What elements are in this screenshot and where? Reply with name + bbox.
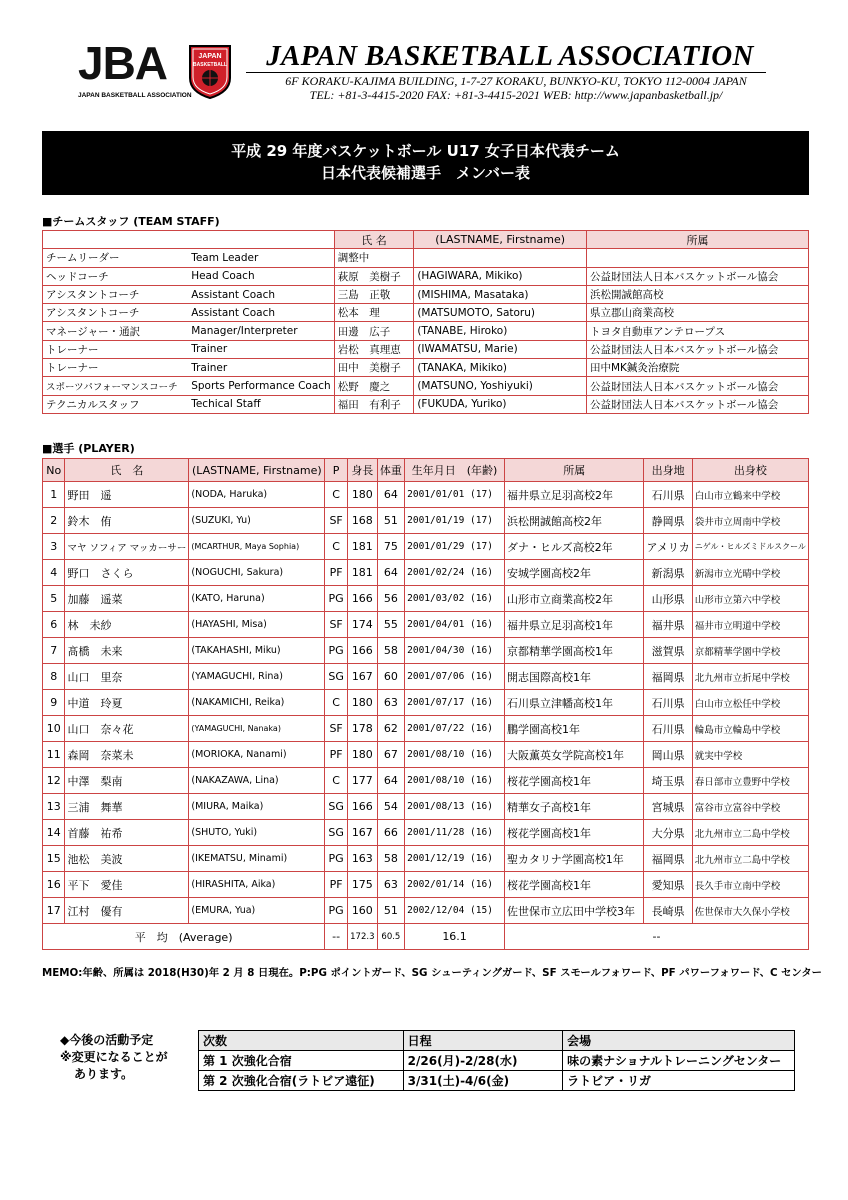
player-header-height: 身長 [347,459,377,482]
staff-role-jp: アシスタントコーチ [43,285,189,303]
staff-name: 調整中 [334,249,414,267]
staff-name: 田邊 広子 [334,322,414,340]
player-position: PF [325,560,348,586]
staff-affiliation: 公益財団法人日本バスケットボール協会 [586,267,808,285]
player-name: 髙橋 未来 [65,638,189,664]
staff-affiliation: 公益財団法人日本バスケットボール協会 [586,377,808,395]
player-section-heading: ■選手 (PLAYER) [42,442,135,455]
staff-role-en: Assistant Coach [188,285,334,303]
staff-role-jp: スポーツパフォーマンスコーチ [43,377,189,395]
player-height: 178 [347,716,377,742]
player-height: 166 [347,794,377,820]
player-name: 平下 愛佳 [65,872,189,898]
player-height: 180 [347,742,377,768]
player-position: PG [325,898,348,924]
player-row [43,872,809,898]
player-weight: 62 [377,716,404,742]
player-weight: 64 [377,560,404,586]
player-height: 167 [347,820,377,846]
player-school: 輪島市立輪島中学校 [692,716,808,742]
staff-name-en: (TANAKA, Mikiko) [414,359,587,377]
player-name: 中道 玲夏 [65,690,189,716]
player-name-en: (IKEMATSU, Minami) [189,846,325,872]
player-height: 167 [347,664,377,690]
player-row [43,768,809,794]
player-name-en: (HAYASHI, Misa) [189,612,325,638]
player-dob: 2001/01/01 (17) [405,482,505,508]
average-age: 16.1 [405,924,505,950]
player-weight: 63 [377,872,404,898]
player-name: 山口 奈々花 [65,716,189,742]
staff-name: 田中 美樹子 [334,359,414,377]
player-weight: 58 [377,638,404,664]
staff-section-heading: ■チームスタッフ (TEAM STAFF) [42,215,220,228]
player-birthplace: 宮城県 [644,794,692,820]
player-weight: 67 [377,742,404,768]
player-row [43,586,809,612]
schedule-dates: 3/31(土)-4/6(金) [403,1071,562,1091]
player-header-no: No [43,459,65,482]
player-row [43,508,809,534]
player-no: 4 [43,560,65,586]
player-name-en: (YAMAGUCHI, Nanaka) [189,716,325,742]
staff-header-name-en: (LASTNAME, Firstname) [414,231,587,249]
player-position: SG [325,820,348,846]
schedule-note-2: あります。 [74,1067,134,1081]
staff-role-jp: アシスタントコーチ [43,304,189,322]
player-position: SF [325,612,348,638]
player-name: 林 未紗 [65,612,189,638]
staff-name-en: (MATSUNO, Yoshiyuki) [414,377,587,395]
player-weight: 54 [377,794,404,820]
player-height: 181 [347,534,377,560]
player-position: C [325,768,348,794]
staff-name-en: (FUKUDA, Yuriko) [414,395,587,413]
player-affiliation: 石川県立津幡高校1年 [505,690,644,716]
player-birthplace: 長崎県 [644,898,692,924]
player-school: 北九州市立折尾中学校 [692,664,808,690]
staff-name-en: (HAGIWARA, Mikiko) [414,267,587,285]
player-row [43,664,809,690]
player-name-en: (HIRASHITA, Aika) [189,872,325,898]
average-rest: -- [505,924,809,950]
staff-row [43,359,809,377]
schedule-header-venue: 会場 [563,1031,795,1051]
player-affiliation: 桜花学園高校1年 [505,872,644,898]
player-name: 江村 優有 [65,898,189,924]
player-birthplace: 福井県 [644,612,692,638]
player-school: ニゲル・ヒルズミドルスクール [692,534,808,560]
player-school: 新潟市立光晴中学校 [692,560,808,586]
player-birthplace: 石川県 [644,690,692,716]
player-school: 佐世保市大久保小学校 [692,898,808,924]
player-dob: 2001/04/30 (16) [405,638,505,664]
staff-role-en: Trainer [188,340,334,358]
player-no: 2 [43,508,65,534]
staff-row [43,377,809,395]
player-name: 加藤 遥菜 [65,586,189,612]
player-school: 京都精華学園中学校 [692,638,808,664]
staff-name: 松野 慶之 [334,377,414,395]
player-dob: 2001/03/02 (16) [405,586,505,612]
player-birthplace: 岡山県 [644,742,692,768]
player-height: 166 [347,586,377,612]
player-name-en: (YAMAGUCHI, Rina) [189,664,325,690]
staff-header-affiliation: 所属 [586,231,808,249]
player-no: 5 [43,586,65,612]
schedule-row [199,1051,795,1071]
staff-row [43,304,809,322]
player-affiliation: 福井県立足羽高校1年 [505,612,644,638]
player-name-en: (MIURA, Maika) [189,794,325,820]
staff-role-en: Sports Performance Coach [188,377,334,395]
player-dob: 2001/08/10 (16) [405,768,505,794]
player-birthplace: 山形県 [644,586,692,612]
staff-role-en: Team Leader [188,249,334,267]
player-header-weight: 体重 [377,459,404,482]
player-dob: 2001/08/10 (16) [405,742,505,768]
player-school: 富谷市立富谷中学校 [692,794,808,820]
staff-name: 松本 理 [334,304,414,322]
player-row [43,638,809,664]
player-no: 1 [43,482,65,508]
player-dob: 2001/02/24 (16) [405,560,505,586]
staff-row [43,395,809,413]
player-row [43,534,809,560]
schedule-round: 第 2 次強化合宿(ラトビア遠征) [199,1071,404,1091]
player-header-school: 出身校 [692,459,808,482]
player-name: マヤ ソフィア マッカーサー [65,534,189,560]
staff-role-jp: テクニカルスタッフ [43,395,189,413]
title-line-2: 日本代表候補選手 メンバー表 [321,164,530,182]
player-no: 11 [43,742,65,768]
player-height: 181 [347,560,377,586]
player-name-en: (NAKAZAWA, Lina) [189,768,325,794]
player-row [43,820,809,846]
player-affiliation: ダナ・ヒルズ高校2年 [505,534,644,560]
player-school: 白山市立松任中学校 [692,690,808,716]
player-height: 180 [347,482,377,508]
player-dob: 2001/11/28 (16) [405,820,505,846]
staff-name-en: (TANABE, Hiroko) [414,322,587,340]
player-school: 袋井市立周南中学校 [692,508,808,534]
player-weight: 66 [377,820,404,846]
player-name: 山口 里奈 [65,664,189,690]
staff-name-en: (MATSUMOTO, Satoru) [414,304,587,322]
player-height: 163 [347,846,377,872]
player-birthplace: 滋賀県 [644,638,692,664]
player-name-en: (MORIOKA, Nanami) [189,742,325,768]
staff-affiliation: 浜松開誠館高校 [586,285,808,303]
schedule-label-block [60,1032,168,1083]
player-table [42,458,809,950]
player-row [43,742,809,768]
player-position: SF [325,508,348,534]
average-height: 172.3 [347,924,377,950]
title-line-1: 平成 29 年度バスケットボール U17 女子日本代表チーム [231,142,620,160]
player-height: 166 [347,638,377,664]
player-school: 就実中学校 [692,742,808,768]
staff-row [43,267,809,285]
jba-logo-subtitle: JAPAN BASKETBALL ASSOCIATION [78,92,192,99]
schedule-label: ◆今後の活動予定 [60,1033,154,1047]
player-height: 175 [347,872,377,898]
player-position: C [325,482,348,508]
player-birthplace: 大分県 [644,820,692,846]
schedule-header-row [199,1031,795,1051]
staff-name: 三島 正敬 [334,285,414,303]
player-name-en: (NODA, Haruka) [189,482,325,508]
player-name-en: (EMURA, Yua) [189,898,325,924]
player-affiliation: 桜花学園高校1年 [505,820,644,846]
player-height: 160 [347,898,377,924]
player-birthplace: 福岡県 [644,664,692,690]
player-dob: 2002/01/14 (16) [405,872,505,898]
letterhead-rule [246,72,766,73]
staff-role-en: Assistant Coach [188,304,334,322]
player-affiliation: 浜松開誠館高校2年 [505,508,644,534]
player-school: 春日部市立豊野中学校 [692,768,808,794]
player-affiliation: 佐世保市立広田中学校3年 [505,898,644,924]
player-no: 8 [43,664,65,690]
player-school: 長久手市立南中学校 [692,872,808,898]
player-school: 北九州市立二島中学校 [692,846,808,872]
player-height: 177 [347,768,377,794]
player-weight: 58 [377,846,404,872]
player-school: 白山市立鶴来中学校 [692,482,808,508]
average-label: 平 均 (Average) [43,924,325,950]
player-name: 森岡 奈菜未 [65,742,189,768]
player-position: SG [325,794,348,820]
player-no: 6 [43,612,65,638]
staff-name-en [414,249,587,267]
player-name: 池松 美波 [65,846,189,872]
player-affiliation: 精華女子高校1年 [505,794,644,820]
player-dob: 2002/12/04 (15) [405,898,505,924]
player-name: 三浦 舞華 [65,794,189,820]
player-birthplace: アメリカ [644,534,692,560]
player-name-en: (KATO, Haruna) [189,586,325,612]
jba-emblem-icon [186,42,234,100]
player-affiliation: 福井県立足羽高校2年 [505,482,644,508]
player-no: 16 [43,872,65,898]
player-weight: 60 [377,664,404,690]
player-header-name: 氏 名 [65,459,189,482]
staff-role-en: Manager/Interpreter [188,322,334,340]
staff-row [43,322,809,340]
player-weight: 64 [377,768,404,794]
staff-affiliation: 公益財団法人日本バスケットボール協会 [586,340,808,358]
association-contact: TEL: +81-3-4415-2020 FAX: +81-3-4415-2021 WEB: http://www.japanbasketball.jp/ [309,88,723,102]
memo-note: MEMO:年齢、所属は 2018(H30)年 2 月 8 日現在。P:PG ポイントガード、SG シューティングガード、SF スモールフォワード、PF パワーフォワード、C センター [42,967,822,979]
player-birthplace: 石川県 [644,482,692,508]
player-name: 野口 さくら [65,560,189,586]
player-position: SF [325,716,348,742]
staff-affiliation: 田中MK鍼灸治療院 [586,359,808,377]
player-weight: 64 [377,482,404,508]
staff-role-en: Head Coach [188,267,334,285]
player-position: PG [325,846,348,872]
player-no: 9 [43,690,65,716]
staff-role-jp: トレーナー [43,359,189,377]
player-birthplace: 埼玉県 [644,768,692,794]
schedule-venue: ラトビア・リガ [563,1071,795,1091]
player-birthplace: 静岡県 [644,508,692,534]
staff-affiliation: トヨタ自動車アンテロープス [586,322,808,340]
player-no: 12 [43,768,65,794]
player-school: 北九州市立二島中学校 [692,820,808,846]
emblem-text-japan: JAPAN [198,53,222,60]
player-weight: 75 [377,534,404,560]
player-header-dob: 生年月日 (年齢) [405,459,505,482]
player-position: PG [325,638,348,664]
player-height: 168 [347,508,377,534]
player-name-en: (MCARTHUR, Maya Sophia) [189,534,325,560]
player-name-en: (TAKAHASHI, Miku) [189,638,325,664]
player-position: SG [325,664,348,690]
player-dob: 2001/12/19 (16) [405,846,505,872]
player-name-en: (NAKAMICHI, Reika) [189,690,325,716]
player-header-name-en: (LASTNAME, Firstname) [189,459,325,482]
staff-header-name: 氏 名 [334,231,414,249]
player-weight: 51 [377,898,404,924]
player-row [43,846,809,872]
player-dob: 2001/04/01 (16) [405,612,505,638]
player-position: C [325,690,348,716]
player-name: 野田 遥 [65,482,189,508]
average-pos: -- [325,924,348,950]
schedule-row [199,1071,795,1091]
player-position: C [325,534,348,560]
association-name: JAPAN BASKETBALL ASSOCIATION [266,40,754,72]
player-header-pos: P [325,459,348,482]
player-name-en: (NOGUCHI, Sakura) [189,560,325,586]
player-name: 首藤 祐希 [65,820,189,846]
staff-header-row [43,231,809,249]
staff-name-en: (IWAMATSU, Marie) [414,340,587,358]
emblem-text-basketball: BASKETBALL [193,62,227,68]
player-weight: 55 [377,612,404,638]
player-birthplace: 福岡県 [644,846,692,872]
schedule-round: 第 1 次強化合宿 [199,1051,404,1071]
player-dob: 2001/08/13 (16) [405,794,505,820]
player-no: 13 [43,794,65,820]
staff-name-en: (MISHIMA, Masataka) [414,285,587,303]
player-birthplace: 新潟県 [644,560,692,586]
player-affiliation: 桜花学園高校1年 [505,768,644,794]
player-average-row [43,924,809,950]
staff-affiliation: 公益財団法人日本バスケットボール協会 [586,395,808,413]
player-dob: 2001/01/19 (17) [405,508,505,534]
player-row [43,716,809,742]
staff-name: 萩原 美樹子 [334,267,414,285]
player-height: 180 [347,690,377,716]
player-affiliation: 鵬学園高校1年 [505,716,644,742]
player-school: 山形市立第六中学校 [692,586,808,612]
staff-row [43,249,809,267]
player-weight: 51 [377,508,404,534]
player-header-row [43,459,809,482]
staff-name: 福田 有利子 [334,395,414,413]
schedule-header-dates: 日程 [403,1031,562,1051]
player-header-birthplace: 出身地 [644,459,692,482]
staff-role-en: Trainer [188,359,334,377]
player-birthplace: 愛知県 [644,872,692,898]
player-dob: 2001/07/22 (16) [405,716,505,742]
player-name: 鈴木 侑 [65,508,189,534]
staff-row [43,340,809,358]
player-row [43,794,809,820]
player-weight: 56 [377,586,404,612]
association-address-block [246,74,786,102]
schedule-dates: 2/26(月)-2/28(水) [403,1051,562,1071]
player-row [43,560,809,586]
association-address: 6F KORAKU-KAJIMA BUILDING, 1-7-27 KORAKU, BUNKYO-KU, TOKYO 112-0004 JAPAN [285,74,747,88]
staff-table [42,230,809,414]
staff-affiliation [586,249,808,267]
player-affiliation: 開志国際高校1年 [505,664,644,690]
player-name-en: (SUZUKI, Yu) [189,508,325,534]
schedule-note-1: ※変更になることが [60,1050,168,1064]
player-no: 10 [43,716,65,742]
staff-role-jp: チームリーダー [43,249,189,267]
staff-name: 岩松 真理恵 [334,340,414,358]
player-birthplace: 石川県 [644,716,692,742]
staff-role-jp: ヘッドコーチ [43,267,189,285]
staff-role-jp: トレーナー [43,340,189,358]
jba-logo-text: JBA [78,37,168,89]
player-no: 17 [43,898,65,924]
player-school: 福井市立明道中学校 [692,612,808,638]
schedule-table [198,1030,795,1091]
player-no: 3 [43,534,65,560]
document-title [42,131,809,195]
player-weight: 63 [377,690,404,716]
player-affiliation: 安城学園高校2年 [505,560,644,586]
player-affiliation: 京都精華学園高校1年 [505,638,644,664]
player-name: 中澤 梨南 [65,768,189,794]
average-weight: 60.5 [377,924,404,950]
player-name-en: (SHUTO, Yuki) [189,820,325,846]
player-position: PF [325,872,348,898]
player-row [43,898,809,924]
staff-row [43,285,809,303]
schedule-header-round: 次数 [199,1031,404,1051]
player-no: 15 [43,846,65,872]
player-affiliation: 山形市立商業高校2年 [505,586,644,612]
player-row [43,690,809,716]
player-no: 7 [43,638,65,664]
player-height: 174 [347,612,377,638]
player-dob: 2001/01/29 (17) [405,534,505,560]
player-header-affiliation: 所属 [505,459,644,482]
player-no: 14 [43,820,65,846]
player-affiliation: 大阪薫英女学院高校1年 [505,742,644,768]
staff-role-en: Techical Staff [188,395,334,413]
player-position: PF [325,742,348,768]
player-dob: 2001/07/06 (16) [405,664,505,690]
player-dob: 2001/07/17 (16) [405,690,505,716]
staff-affiliation: 県立郡山商業高校 [586,304,808,322]
player-row [43,612,809,638]
player-position: PG [325,586,348,612]
player-affiliation: 聖カタリナ学園高校1年 [505,846,644,872]
staff-role-jp: マネージャー・通訳 [43,322,189,340]
player-row [43,482,809,508]
schedule-venue: 味の素ナショナルトレーニングセンター [563,1051,795,1071]
